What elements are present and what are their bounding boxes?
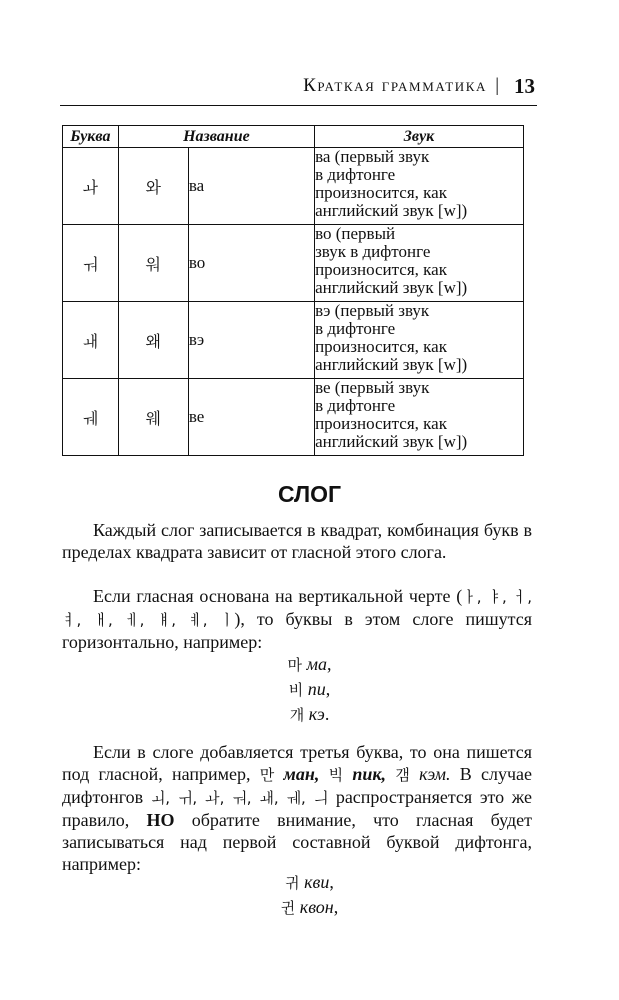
letter-cell: ㅙ (63, 302, 119, 379)
example-punct: , (327, 654, 332, 674)
running-header-title: Краткая грамматика (303, 75, 487, 96)
sound-cell (315, 225, 524, 302)
sound-line: во (первый (315, 224, 396, 243)
letter-cell: ㅝ (63, 225, 119, 302)
example-item (0, 677, 619, 702)
section-heading: СЛОГ (277, 481, 342, 507)
example-list-1 (0, 652, 619, 727)
sound-line: английский звук [w]) (315, 278, 468, 297)
paragraph-1: Каждый слог записывается в квадрат, комбинация букв в пределах квадрата зависит от гласной этого слога. (62, 520, 532, 562)
paragraph-2-text: Если гласная основана на вертикальной черте ( (93, 586, 463, 606)
emphasis-but: НО (146, 810, 175, 830)
name-cell: вэ (188, 302, 314, 379)
example-item (0, 652, 619, 677)
sound-line: вэ (первый звук (315, 301, 430, 320)
paragraph-3-text: Если в слоге добавляется третья буква, то она пишется под гласной, например, (62, 742, 532, 784)
name-cell: ва (188, 148, 314, 225)
sound-line: произносится, как (315, 337, 447, 356)
example-transcription: пи (307, 679, 326, 699)
page-number: 13 (514, 74, 535, 98)
table-row (63, 302, 524, 379)
syllable-cell: 웨 (118, 379, 188, 456)
sound-cell (315, 379, 524, 456)
sound-line: в дифтонге (315, 319, 396, 338)
example-transcription: кэ (308, 704, 325, 724)
vertical-vowels: ㅏ, ㅑ, ㅓ, ㅕ, ㅐ, ㅔ, ㅒ, ㅖ, ㅣ (62, 588, 532, 629)
sound-line: ва (первый звук (315, 147, 430, 166)
sound-cell (315, 302, 524, 379)
example-korean: 빅 (328, 766, 344, 784)
sound-line: в дифтонге (315, 165, 396, 184)
sound-line: английский звук [w]) (315, 432, 468, 451)
example-transcription: ма (306, 654, 327, 674)
diphthong-list: ㅚ, ㅟ, ㅘ, ㅝ, ㅙ, ㅞ, ㅢ (150, 789, 329, 807)
sound-line: английский звук [w]) (315, 355, 468, 374)
example-punct: , (333, 897, 339, 917)
example-transcription: ман, (283, 764, 320, 784)
paragraph-3-text-after: распространяется это же правило, (62, 787, 532, 830)
sound-cell (315, 148, 524, 225)
example-transcription: кэм. (419, 764, 451, 784)
example-korean: 갬 (395, 766, 410, 784)
name-cell: ве (188, 379, 314, 456)
example-item (0, 702, 619, 727)
sound-line: произносится, как (315, 414, 447, 433)
example-punct: , (325, 679, 331, 699)
example-korean: 개 (289, 706, 305, 724)
example-item (0, 870, 619, 895)
syllable-cell: 워 (118, 225, 188, 302)
example-transcription: пик, (352, 764, 387, 784)
example-korean: 귀 (285, 874, 300, 892)
example-punct: . (324, 704, 330, 724)
example-item (0, 895, 619, 920)
paragraph-2-text-end: ), то буквы в этом слоге пишутся горизонтально, например: (62, 609, 532, 652)
letter-cell: ㅘ (63, 148, 119, 225)
sound-line: ве (первый звук (315, 378, 430, 397)
syllable-cell: 왜 (118, 302, 188, 379)
sound-line: произносится, как (315, 260, 447, 279)
column-header-sound: Звук (315, 126, 524, 148)
sound-line: произносится, как (315, 183, 447, 202)
syllable-cell: 와 (118, 148, 188, 225)
table-row (63, 148, 524, 225)
example-korean: 마 (287, 656, 302, 674)
paragraph-2 (62, 585, 532, 653)
running-header (60, 75, 537, 106)
paragraph-3 (62, 741, 532, 875)
sound-line: звук в дифтонге (315, 242, 431, 261)
column-header-letter: Буква (63, 126, 119, 148)
example-transcription: кви (304, 872, 330, 892)
sound-line: английский звук [w]) (315, 201, 468, 220)
table-header-row (63, 126, 524, 148)
running-header-separator: | (495, 75, 499, 96)
table-row (63, 225, 524, 302)
paragraph-3-text-mid: В случае дифтонгов (62, 764, 533, 807)
paragraph-3-text-end: обратите внимание, что гласная будет записываться над первой составной буквой дифтонга, например: (62, 810, 532, 874)
sound-line: в дифтонге (315, 396, 396, 415)
example-punct: , (329, 872, 334, 892)
example-list-2 (0, 870, 619, 920)
diphthong-table (62, 125, 524, 456)
example-korean: 만 (259, 766, 275, 784)
example-korean: 귄 (280, 899, 296, 917)
name-cell: во (188, 225, 314, 302)
table-row (63, 379, 524, 456)
example-korean: 비 (288, 681, 304, 699)
column-header-name: Название (118, 126, 314, 148)
example-transcription: квон (299, 897, 334, 917)
letter-cell: ㅞ (63, 379, 119, 456)
